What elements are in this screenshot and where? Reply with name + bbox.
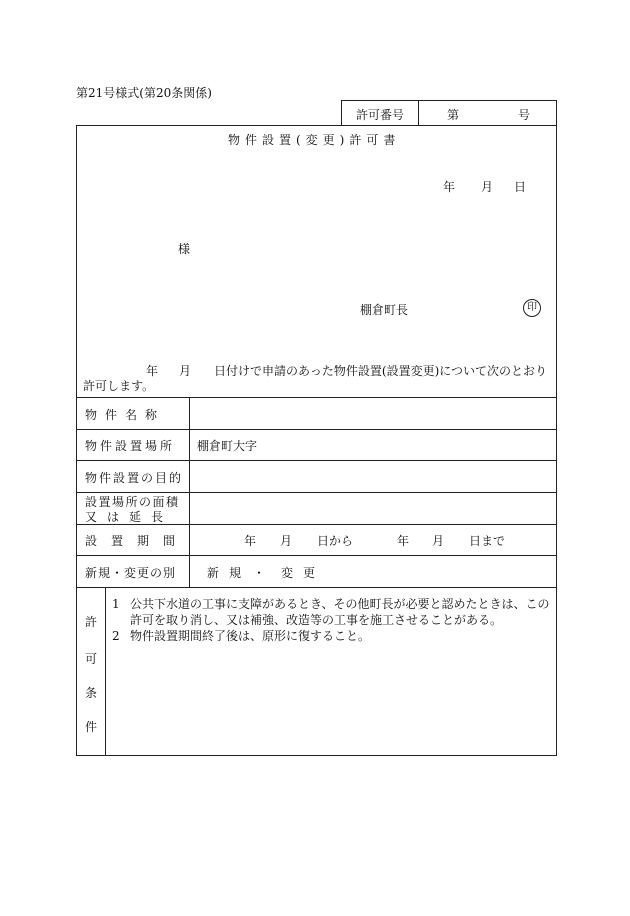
label-type: 新規・変更の別 <box>85 566 177 580</box>
condition-item <box>112 628 552 644</box>
condition-number: 2 <box>112 629 120 643</box>
document-title: 物件設置(変更)許可書 <box>228 133 401 147</box>
intro-text-line2: 許可します。 <box>83 379 155 393</box>
issuer: 棚倉町長 <box>360 303 409 317</box>
type-separator: ・ <box>253 566 266 580</box>
condition-text: 物件設置期間終了後は、原形に復すること。 <box>130 629 371 643</box>
label-object-name: 物件名称 <box>85 408 166 422</box>
type-change: 変更 <box>281 566 326 580</box>
form-id: 第21号様式(第20条関係) <box>76 86 212 100</box>
seal-icon: 印 <box>523 299 541 317</box>
condition-number: 1 <box>112 597 120 611</box>
label-length: 又は延長 <box>85 510 174 524</box>
period-from-day: 日から <box>317 534 354 548</box>
conditions-label-char-1: 許 <box>85 615 98 629</box>
intro-year: 年 <box>146 364 159 378</box>
label-purpose: 物件設置の目的 <box>85 471 184 485</box>
condition-text: 公共下水道の工事に支障があるとき、その他町長が必要と認めたときは、この許可を取り消し、又は補強、改造等の工事を施工させることがある。 <box>130 597 550 627</box>
period-to-year: 年 <box>397 534 410 548</box>
period-to-day: 日まで <box>469 534 506 548</box>
period-from-year: 年 <box>244 534 257 548</box>
permit-number-prefix: 第 <box>447 108 460 122</box>
label-period: 設置期間 <box>85 534 190 548</box>
type-new: 新規 <box>207 566 252 580</box>
intro-text: 日付けで申請のあった物件設置(設置変更)について次のとおり <box>214 364 548 378</box>
permit-number-label: 許可番号 <box>356 108 405 122</box>
date-month: 月 <box>481 180 494 194</box>
label-area: 設置場所の面積 <box>85 495 180 509</box>
conditions-label-char-3: 条 <box>85 686 98 700</box>
condition-item <box>112 596 552 628</box>
date-year: 年 <box>443 180 456 194</box>
period-to-month: 月 <box>432 534 445 548</box>
period-from-month: 月 <box>280 534 293 548</box>
permit-number-suffix: 号 <box>518 108 531 122</box>
value-location: 棚倉町大字 <box>197 439 258 453</box>
conditions-label-char-4: 件 <box>85 720 98 734</box>
date-day: 日 <box>514 180 527 194</box>
intro-month: 月 <box>179 364 192 378</box>
conditions-list <box>112 596 552 644</box>
conditions-label-char-2: 可 <box>85 652 98 666</box>
addressee-suffix: 様 <box>178 242 191 256</box>
label-location: 物件設置場所 <box>85 439 176 453</box>
